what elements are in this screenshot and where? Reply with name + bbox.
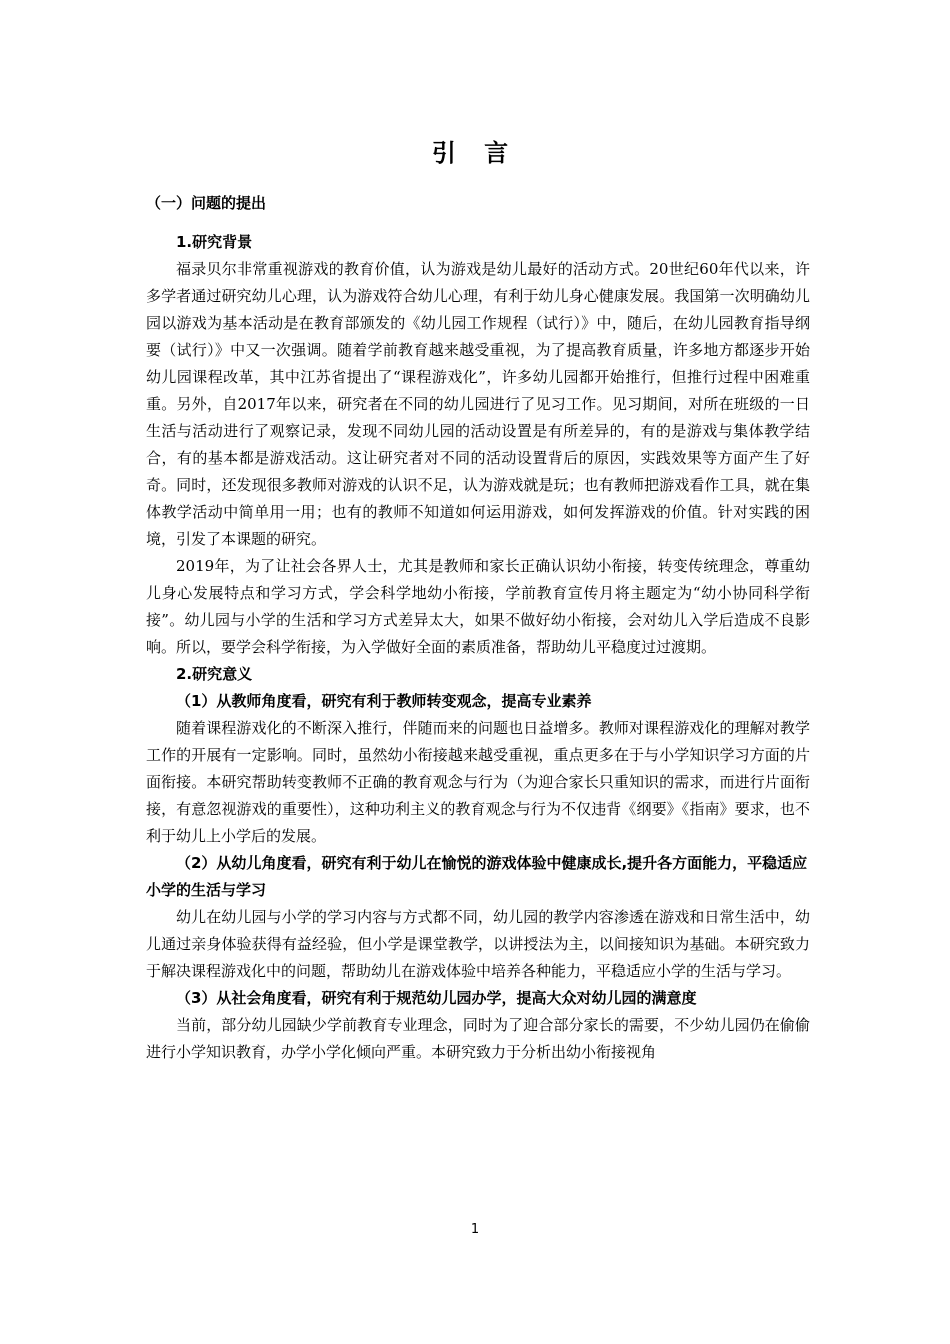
document-body [146,190,810,1066]
page-title: 引 言 [431,139,519,167]
section-heading: （一）问题的提出 [146,194,267,212]
paragraph-2019: 2019年，为了让社会各界人士，尤其是教师和家长正确认识幼小衔接，转变传统理念，尊重幼儿身心发展特点和学习方式，学会科学地幼小衔接，学前教育宣传月将主题定为“幼小协同科学衔接”。幼儿园与小学的生活和学习方式差异太大，如果不做好幼小衔接，会对幼儿入学后造成不良影响。所以，要学会科学衔接，为入学做好全面的素质准备，帮助幼儿平稳度过过渡期。 [146,557,810,656]
point-heading-society: （3）从社会角度看，研究有利于规范幼儿园办学，提高大众对幼儿园的满意度 [176,989,697,1007]
page-number: 1 [470,1222,480,1237]
point-heading-child: （2）从幼儿角度看，研究有利于幼儿在愉悦的游戏体验中健康成长,提升各方面能力，平稳适应小学的生活与学习 [146,854,808,899]
point-heading-teacher: （1）从教师角度看，研究有利于教师转变观念，提高专业素养 [176,692,592,710]
subsection-heading-background: 1.研究背景 [176,233,253,251]
subsection-heading-significance: 2.研究意义 [176,665,253,683]
paragraph-society: 当前，部分幼儿园缺少学前教育专业理念，同时为了迎合部分家长的需要，不少幼儿园仍在偷偷进行小学知识教育，办学小学化倾向严重。本研究致力于分析出幼小衔接视角 [146,1016,810,1061]
paragraph-teacher: 随着课程游戏化的不断深入推行，伴随而来的问题也日益增多。教师对课程游戏化的理解对教学工作的开展有一定影响。同时，虽然幼小衔接越来越受重视，重点更多在于与小学知识学习方面的片面衔接。本研究帮助转变教师不正确的教育观念与行为（为迎合家长只重知识的需求，而进行片面衔接，有意忽视游戏的重要性），这种功利主义的教育观念与行为不仅违背《纲要》《指南》要求，也不利于幼儿上小学后的发展。 [146,719,810,845]
paragraph-background: 福录贝尔非常重视游戏的教育价值，认为游戏是幼儿最好的活动方式。20世纪60年代以来，许多学者通过研究幼儿心理，认为游戏符合幼儿心理，有利于幼儿身心健康发展。我国第一次明确幼儿园以游戏为基本活动是在教育部颁发的《幼儿园工作规程（试行）》中，随后，在幼儿园教育指导纲要（试行）》中又一次强调。随着学前教育越来越受重视，为了提高教育质量，许多地方都逐步开始幼儿园课程改革，其中江苏省提出了“课程游戏化”，许多幼儿园都开始推行，但推行过程中困难重重。另外，自2017年以来，研究者在不同的幼儿园进行了见习工作。见习期间，对所在班级的一日生活与活动进行了观察记录，发现不同幼儿园的活动设置是有所差异的，有的是游戏与集体教学结合，有的基本都是游戏活动。这让研究者对不同的活动设置背后的原因，实践效果等方面产生了好奇。同时，还发现很多教师对游戏的认识不足，认为游戏就是玩；也有教师把游戏看作工具，就在集体教学活动中简单用一用；也有的教师不知道如何运用游戏，如何发挥游戏的价值。针对实践的困境，引发了本课题的研究。 [146,260,810,548]
paragraph-child: 幼儿在幼儿园与小学的学习内容与方式都不同，幼儿园的教学内容渗透在游戏和日常生活中，幼儿通过亲身体验获得有益经验，但小学是课堂教学，以讲授法为主，以间接知识为基础。本研究致力于解决课程游戏化中的问题，帮助幼儿在游戏体验中培养各种能力，平稳适应小学的生活与学习。 [146,908,810,980]
